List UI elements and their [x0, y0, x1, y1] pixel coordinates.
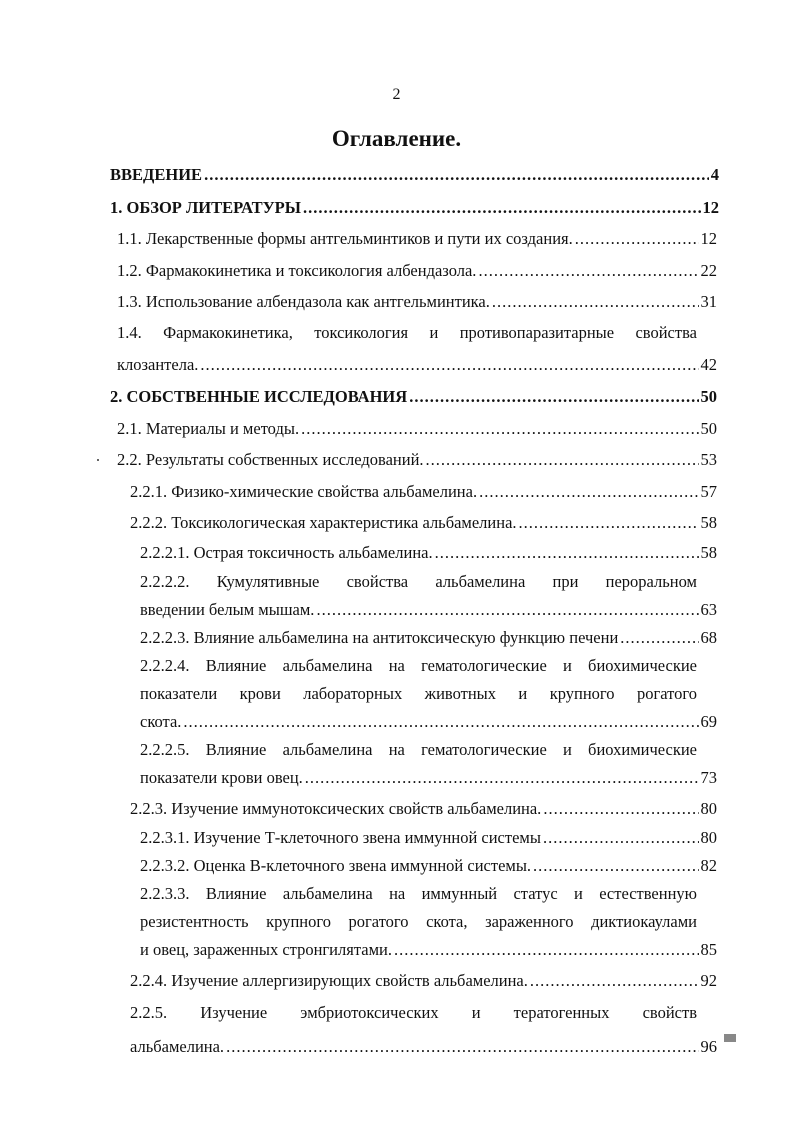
toc-title: Оглавление. — [331, 126, 462, 151]
toc-entry-page: 80 — [700, 799, 717, 818]
leader-dots — [530, 968, 699, 994]
leader-dots — [301, 416, 698, 442]
leader-dots — [435, 540, 699, 566]
toc-entry-title: 1.3. Использование албендазола как антгельминтика. — [117, 292, 490, 311]
toc-entry-title: 2.2. Результаты собственных исследований. — [117, 450, 424, 469]
leader-dots — [543, 796, 698, 822]
leader-dots — [316, 597, 698, 623]
leader-dots — [204, 162, 709, 188]
toc-entry-title-line: резистентность крупного рогатого скота, зараженного диктиокаулами — [140, 912, 697, 931]
toc-entry-title: 2.2.2.1. Острая токсичность альбамелина. — [140, 543, 433, 562]
toc-entry-page: 96 — [700, 1037, 717, 1056]
toc-entry-own-research[interactable] — [0, 384, 793, 410]
page-number: 2 — [392, 86, 401, 103]
toc-entry-1-3[interactable] — [0, 289, 793, 315]
toc-entry-1-1[interactable] — [0, 226, 793, 252]
toc-entry-page: 68 — [700, 628, 717, 647]
toc-entry-page: 42 — [700, 355, 717, 374]
leader-dots — [519, 510, 699, 536]
toc-entry-title: 1.2. Фармакокинетика и токсикология албендазола. — [117, 261, 477, 280]
leader-dots — [426, 447, 699, 473]
toc-entry-title: 2. СОБСТВЕННЫЕ ИССЛЕДОВАНИЯ — [110, 387, 408, 406]
toc-entry-literature-review[interactable] — [0, 195, 793, 221]
toc-entry-title-line: 2.2.2.5. Влияние альбамелина на гематологические и биохимические — [140, 740, 697, 759]
toc-entry-2-2[interactable] — [0, 447, 793, 473]
leader-dots — [394, 937, 699, 963]
toc-entry-2-2-2[interactable] — [0, 510, 793, 536]
leader-dots — [409, 384, 698, 410]
leader-dots — [533, 853, 698, 879]
leader-dots — [620, 625, 698, 651]
toc-entry-title: 2.2.3. Изучение иммунотоксических свойств альбамелина. — [130, 799, 542, 818]
toc-entry-2-2-2-5[interactable] — [0, 737, 793, 793]
toc-entry-title: ВВЕДЕНИЕ — [110, 165, 203, 184]
toc-entry-2-2-1[interactable] — [0, 479, 793, 505]
leader-dots — [200, 352, 698, 378]
toc-entry-title: 2.2.1. Физико-химические свойства альбамелина. — [130, 482, 478, 501]
toc-entry-2-2-5[interactable] — [0, 1000, 793, 1064]
toc-entry-page: 58 — [700, 543, 717, 562]
toc-entry-page: 31 — [700, 292, 717, 311]
toc-entry-page: 80 — [700, 828, 717, 847]
toc-entry-title-line: 2.2.2.4. Влияние альбамелина на гематологические и биохимические — [140, 656, 697, 675]
toc-entry-page: 4 — [710, 165, 719, 184]
toc-entry-1-2[interactable] — [0, 258, 793, 284]
scan-speck — [724, 1034, 736, 1042]
toc-entry-2-2-2-3[interactable] — [0, 625, 793, 651]
toc-entry-2-2-3-1[interactable] — [0, 825, 793, 851]
toc-entry-1-4[interactable] — [0, 320, 793, 380]
toc-entry-title: 2.2.2.3. Влияние альбамелина на антитоксическую функцию печени — [140, 628, 619, 647]
toc-entry-page: 50 — [700, 419, 717, 438]
toc-entry-page: 12 — [700, 229, 717, 248]
toc-entry-introduction[interactable] — [0, 162, 793, 188]
toc-entry-page: 92 — [700, 971, 717, 990]
toc-entry-title-line: 1.4. Фармакокинетика, токсикология и противопаразитарные свойства — [117, 323, 697, 342]
toc-entry-2-2-2-4[interactable] — [0, 653, 793, 737]
leader-dots — [479, 479, 698, 505]
toc-entry-page: 69 — [700, 712, 717, 731]
toc-entry-title-line: показатели крови лабораторных животных и крупного рогатого — [140, 684, 697, 703]
toc-entry-title: клозантела. — [117, 355, 199, 374]
toc-entry-title: показатели крови овец. — [140, 768, 303, 787]
toc-entry-title: 2.2.3.2. Оценка В-клеточного звена иммунной системы. — [140, 856, 532, 875]
toc-entry-title: 2.2.3.1. Изучение Т-клеточного звена иммунной системы — [140, 828, 541, 847]
leader-dots — [478, 258, 698, 284]
leader-dots — [575, 226, 699, 252]
toc-entry-2-2-2-1[interactable] — [0, 540, 793, 566]
toc-entry-2-2-2-2[interactable] — [0, 569, 793, 625]
toc-entry-2-2-3-3[interactable] — [0, 881, 793, 965]
toc-entry-page: 12 — [702, 198, 719, 217]
toc-entry-page: 57 — [700, 482, 717, 501]
leader-dots — [492, 289, 699, 315]
toc-entry-page: 63 — [700, 600, 717, 619]
toc-entry-title-line: 2.2.3.3. Влияние альбамелина на иммунный статус и естественную — [140, 884, 697, 903]
toc-entry-2-2-4[interactable] — [0, 968, 793, 994]
toc-entry-page: 58 — [700, 513, 717, 532]
toc-entry-title: 2.2.2. Токсикологическая характеристика альбамелина. — [130, 513, 517, 532]
leader-dots — [303, 195, 701, 221]
toc-entry-page: 85 — [700, 940, 717, 959]
leader-dots — [183, 709, 698, 735]
toc-entry-page: 50 — [700, 387, 717, 406]
toc-entry-title: альбамелина. — [130, 1037, 225, 1056]
toc-entry-title: введении белым мышам. — [140, 600, 315, 619]
toc-entry-title: скота. — [140, 712, 182, 731]
toc-entry-title: и овец, зараженных стронгилятами. — [140, 940, 392, 959]
toc-entry-page: 22 — [700, 261, 717, 280]
leader-dots — [543, 825, 699, 851]
toc-entry-2-2-3-2[interactable] — [0, 853, 793, 879]
toc-entry-title-line: 2.2.2.2. Кумулятивные свойства альбамелина при пероральном — [140, 572, 697, 591]
toc-entry-page: 82 — [700, 856, 717, 875]
toc-entry-page: 53 — [700, 450, 717, 469]
leader-dots — [226, 1034, 698, 1060]
toc-entry-title: 2.2.4. Изучение аллергизирующих свойств альбамелина. — [130, 971, 528, 990]
toc-entry-2-2-3[interactable] — [0, 796, 793, 822]
toc-entry-2-1[interactable] — [0, 416, 793, 442]
toc-entry-title: 2.1. Материалы и методы. — [117, 419, 300, 438]
toc-entry-title: 1.1. Лекарственные формы антгельминтиков и пути их создания. — [117, 229, 573, 248]
toc-entry-title-line: 2.2.5. Изучение эмбриотоксических и тератогенных свойств — [130, 1003, 697, 1022]
leader-dots — [305, 765, 699, 791]
toc-entry-title: 1. ОБЗОР ЛИТЕРАТУРЫ — [110, 198, 301, 217]
toc-entry-page: 73 — [700, 768, 717, 787]
scan-speck — [97, 459, 99, 461]
